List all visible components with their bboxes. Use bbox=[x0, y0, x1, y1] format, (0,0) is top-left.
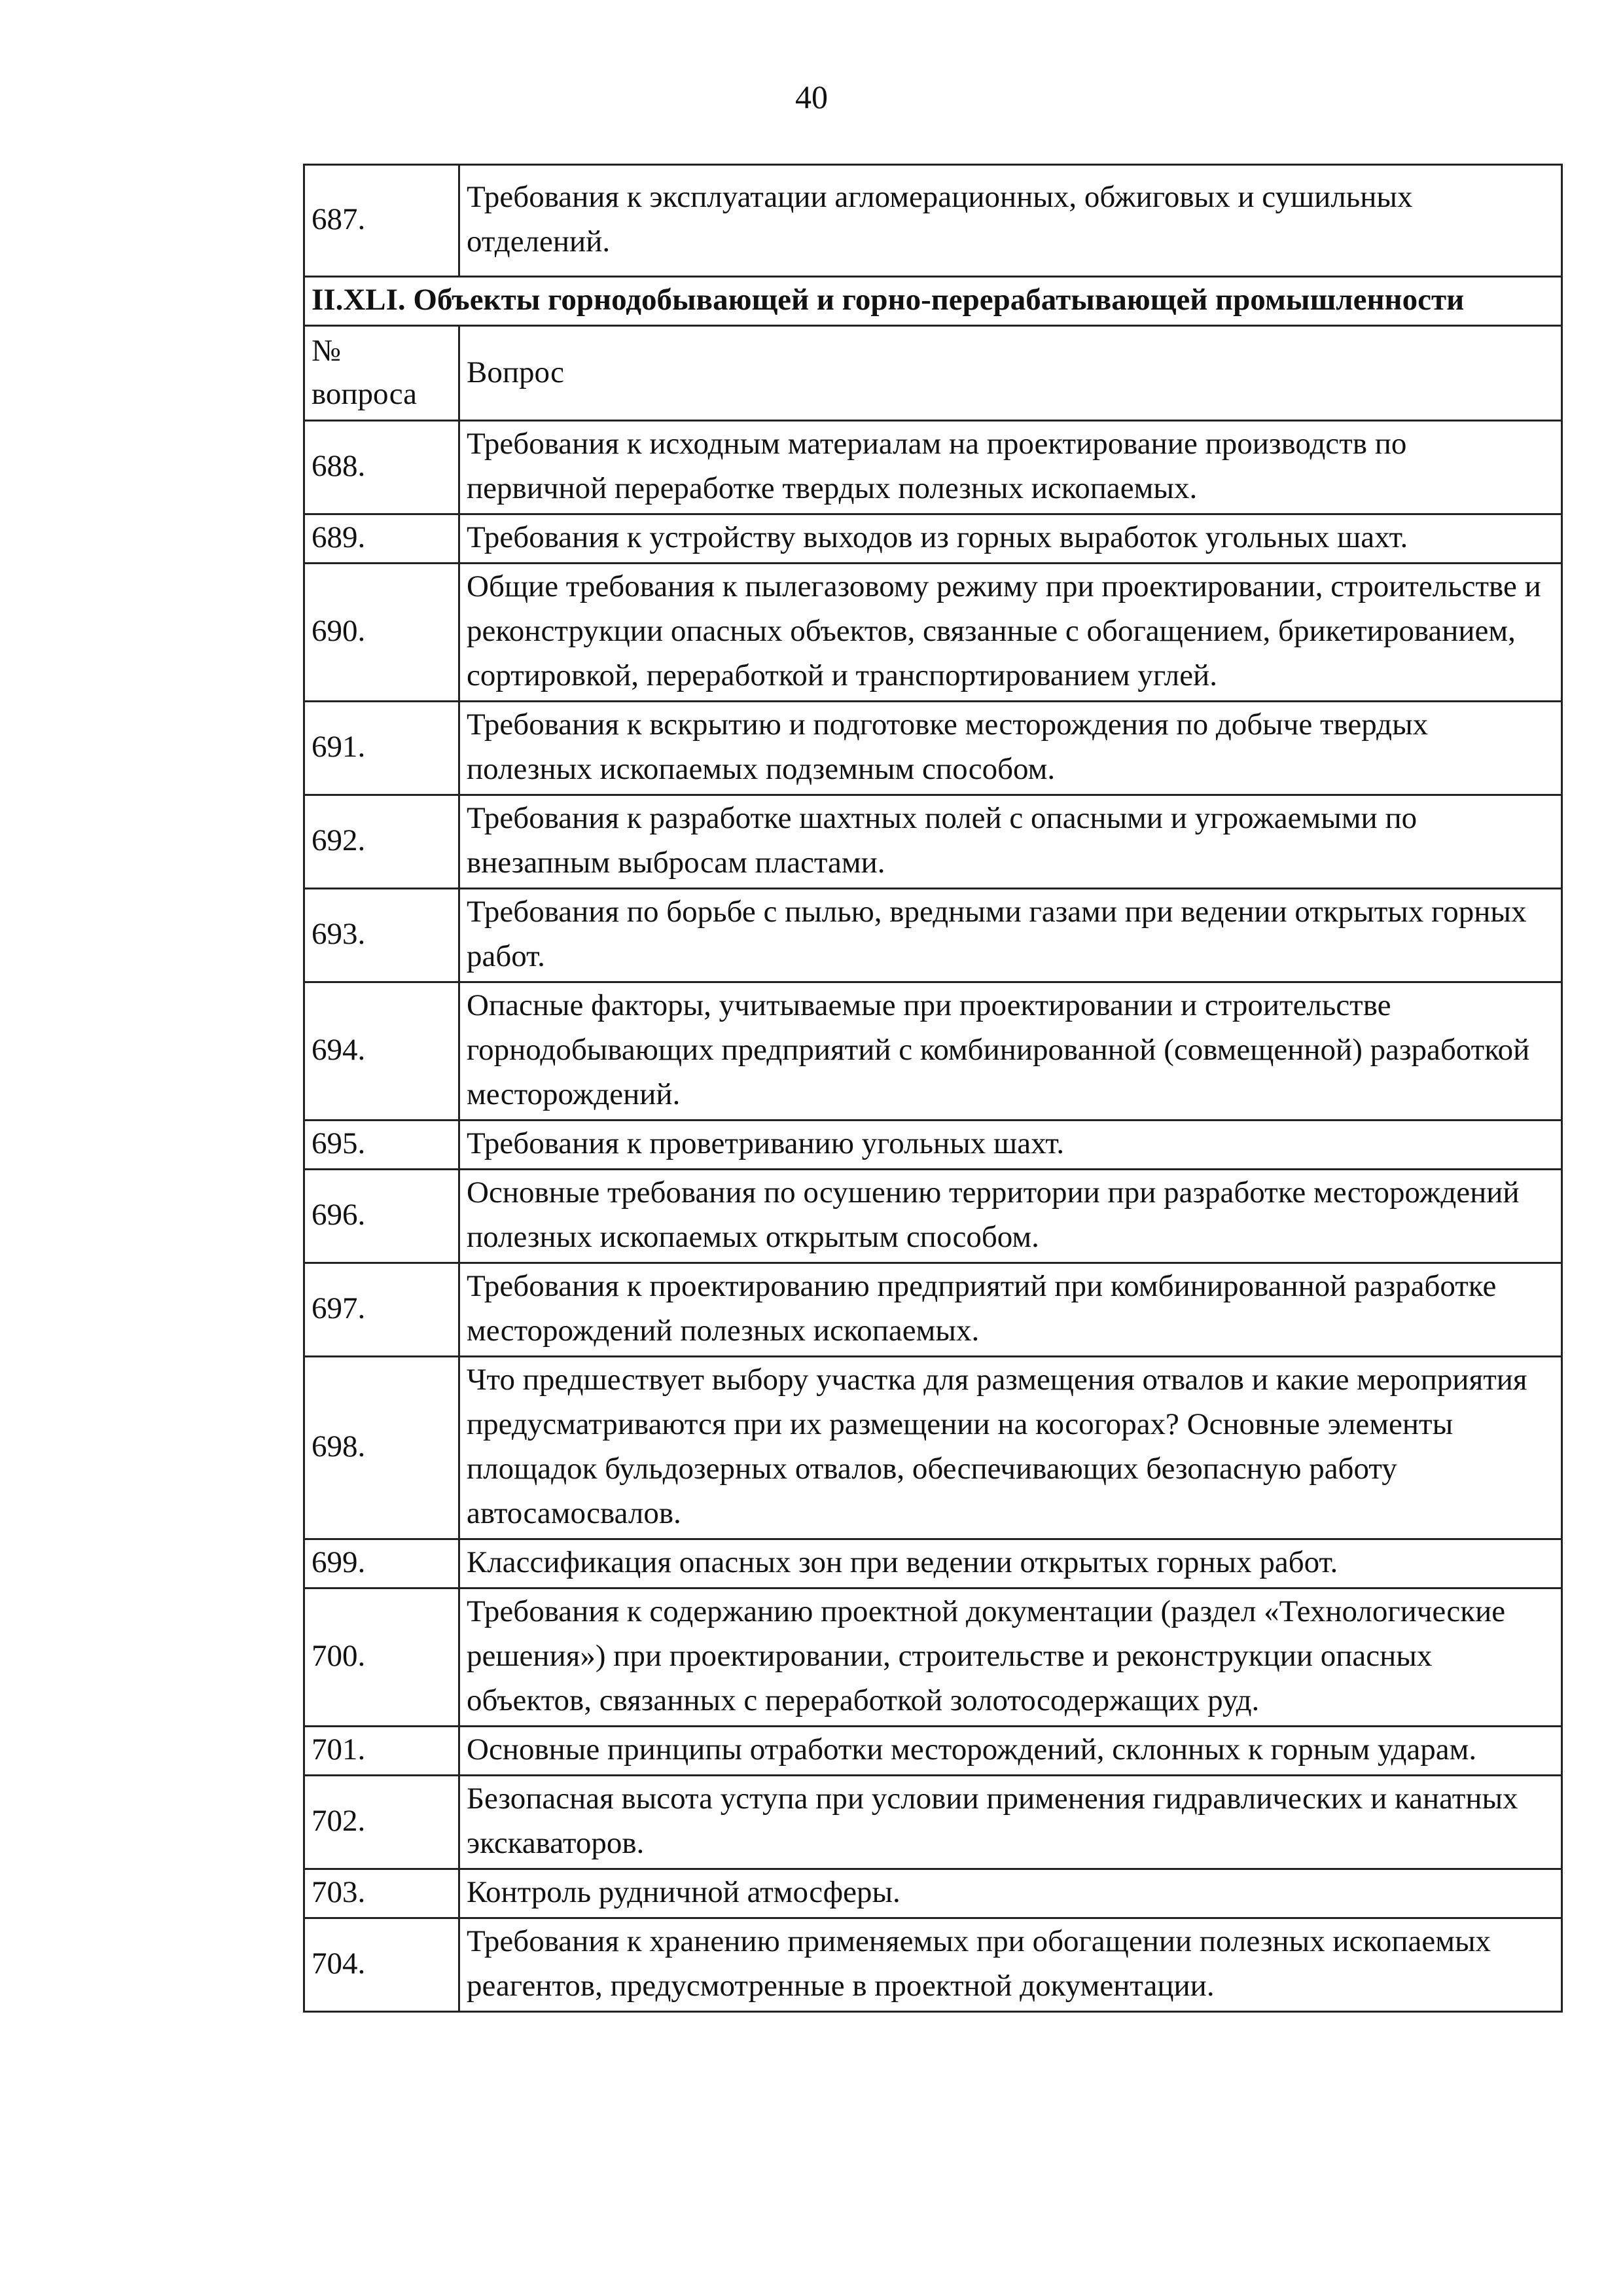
question-number: 695. bbox=[304, 1121, 459, 1170]
table-row bbox=[304, 702, 1562, 795]
question-number: 688. bbox=[304, 421, 459, 514]
question-text: Опасные факторы, учитываемые при проектировании и строительстве горнодобывающих предприятий с комбинированной (совмещенной) разработкой месторождений. bbox=[459, 982, 1562, 1121]
question-text: Требования к проектированию предприятий при комбинированной разработке месторождений полезных ископаемых. bbox=[459, 1263, 1562, 1357]
question-number: 689. bbox=[304, 514, 459, 564]
question-number: 701. bbox=[304, 1727, 459, 1776]
table-row bbox=[304, 1121, 1562, 1170]
question-number: 702. bbox=[304, 1776, 459, 1869]
question-number: 690. bbox=[304, 564, 459, 702]
question-text: Требования к хранению применяемых при обогащении полезных ископаемых реагентов, предусмотренные в проектной документации. bbox=[459, 1918, 1562, 2012]
question-number: 699. bbox=[304, 1539, 459, 1588]
question-number: 703. bbox=[304, 1869, 459, 1918]
table-row bbox=[304, 1869, 1562, 1918]
question-number: 692. bbox=[304, 795, 459, 889]
number-column-header: № вопроса bbox=[304, 326, 459, 421]
table-row bbox=[304, 1539, 1562, 1588]
question-number: 691. bbox=[304, 702, 459, 795]
table-row bbox=[304, 1727, 1562, 1776]
table-row bbox=[304, 1357, 1562, 1539]
table-row bbox=[304, 795, 1562, 889]
table-row bbox=[304, 1776, 1562, 1869]
table-row bbox=[304, 889, 1562, 982]
question-text: Контроль рудничной атмосферы. bbox=[459, 1869, 1562, 1918]
question-number: 704. bbox=[304, 1918, 459, 2012]
section-row bbox=[304, 277, 1562, 326]
question-number: 696. bbox=[304, 1170, 459, 1263]
question-number: 693. bbox=[304, 889, 459, 982]
question-number: 694. bbox=[304, 982, 459, 1121]
table-row bbox=[304, 1588, 1562, 1727]
question-text: Классификация опасных зон при ведении открытых горных работ. bbox=[459, 1539, 1562, 1588]
question-text: Требования по борьбе с пылью, вредными газами при ведении открытых горных работ. bbox=[459, 889, 1562, 982]
question-text: Общие требования к пылегазовому режиму при проектировании, строительстве и реконструкции опасных объектов, связанные с обогащением, брикетированием, сортировкой, переработкой и транспортированием углей. bbox=[459, 564, 1562, 702]
question-number: 697. bbox=[304, 1263, 459, 1357]
table-row bbox=[304, 982, 1562, 1121]
table-row bbox=[304, 514, 1562, 564]
question-text: Требования к исходным материалам на проектирование производств по первичной переработке твердых полезных ископаемых. bbox=[459, 421, 1562, 514]
question-text: Требования к вскрытию и подготовке месторождения по добыче твердых полезных ископаемых подземным способом. bbox=[459, 702, 1562, 795]
question-text: Требования к разработке шахтных полей с опасными и угрожаемыми по внезапным выбросам пластами. bbox=[459, 795, 1562, 889]
question-text: Требования к устройству выходов из горных выработок угольных шахт. bbox=[459, 514, 1562, 564]
table-row bbox=[304, 421, 1562, 514]
question-text: Безопасная высота уступа при условии применения гидравлических и канатных экскаваторов. bbox=[459, 1776, 1562, 1869]
question-text: Требования к проветриванию угольных шахт. bbox=[459, 1121, 1562, 1170]
question-number: 698. bbox=[304, 1357, 459, 1539]
question-text: Что предшествует выбору участка для размещения отвалов и какие мероприятия предусматриваются при их размещении на косогорах? Основные элементы площадок бульдозерных отвалов, обеспечивающих безопасную работу автосамосвалов. bbox=[459, 1357, 1562, 1539]
questions-table bbox=[303, 164, 1563, 2013]
question-text: Основные требования по осушению территории при разработке месторождений полезных ископаемых открытым способом. bbox=[459, 1170, 1562, 1263]
question-text: Требования к содержанию проектной документации (раздел «Технологические решения») при проектировании, строительстве и реконструкции опасных объектов, связанных с переработкой золотосодержащих руд. bbox=[459, 1588, 1562, 1727]
table-row bbox=[304, 1918, 1562, 2012]
section-title: II.XLI. Объекты горнодобывающей и горно-перерабатывающей промышленности bbox=[304, 277, 1562, 326]
page-number: 40 bbox=[795, 79, 828, 115]
table-row bbox=[304, 165, 1562, 277]
table-row bbox=[304, 1170, 1562, 1263]
question-number: 687. bbox=[304, 165, 459, 277]
question-number: 700. bbox=[304, 1588, 459, 1727]
question-column-header: Вопрос bbox=[459, 326, 1562, 421]
question-text: Требования к эксплуатации агломерационных, обжиговых и сушильных отделений. bbox=[459, 165, 1562, 277]
table-row bbox=[304, 564, 1562, 702]
table-header-row bbox=[304, 326, 1562, 421]
table-row bbox=[304, 1263, 1562, 1357]
question-text: Основные принципы отработки месторождений, склонных к горным ударам. bbox=[459, 1727, 1562, 1776]
